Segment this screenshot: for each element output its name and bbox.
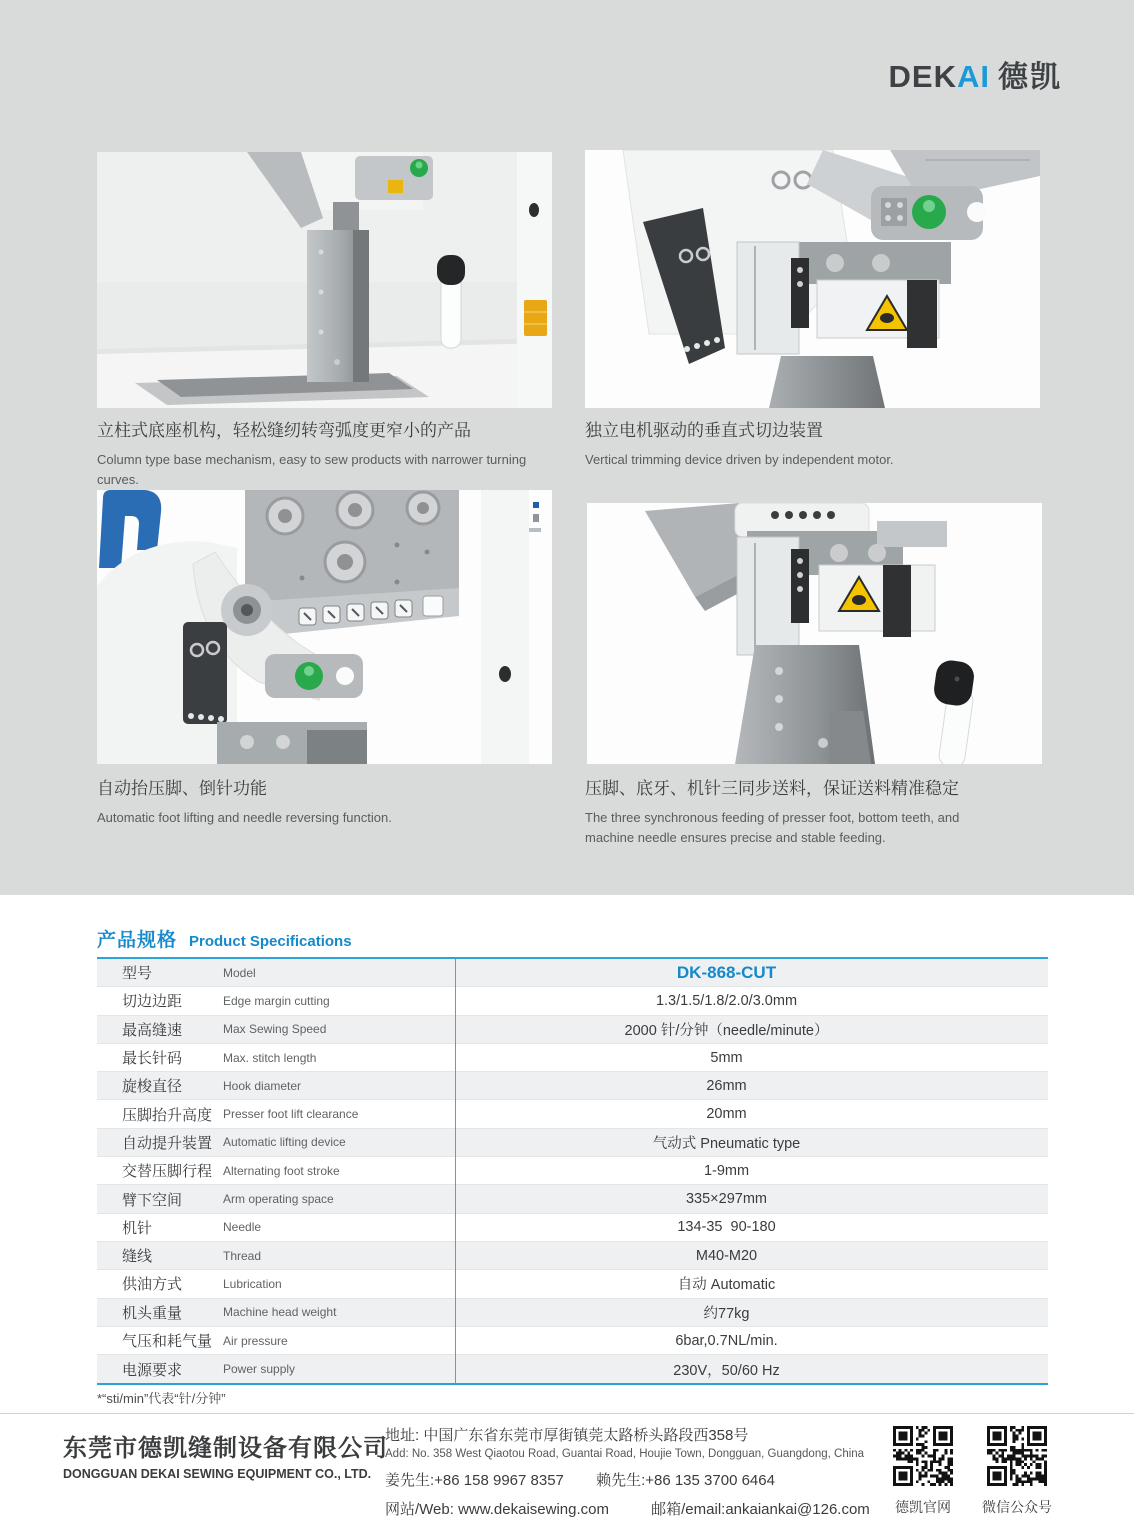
spec-row bbox=[97, 1242, 1048, 1270]
spec-label-cn: 最高缝速 bbox=[122, 1021, 183, 1039]
feature-title-en: Automatic foot lifting and needle reversing function. bbox=[97, 810, 392, 825]
feature-title-cn: 自动抬压脚、倒针功能 bbox=[97, 779, 267, 798]
spec-value: DK-868-CUT bbox=[676, 962, 777, 982]
brand-logo bbox=[889, 52, 1062, 96]
spec-label-en: Max. stitch length bbox=[223, 1050, 317, 1065]
spec-row bbox=[97, 1044, 1048, 1072]
spec-value: 1.3/1.5/1.8/2.0/3.0mm bbox=[655, 992, 798, 1009]
spec-value: 自动 Automatic bbox=[677, 1277, 776, 1294]
feature-title-cn: 立柱式底座机构，轻松缝纫转弯弧度更窄小的产品 bbox=[97, 421, 471, 440]
company-name-cn: 东莞市德凯缝制设备有限公司 bbox=[63, 1435, 388, 1462]
spec-label-cn: 电源要求 bbox=[122, 1361, 183, 1379]
spec-label-cn: 交替压脚行程 bbox=[122, 1163, 213, 1181]
spec-value: 20mm bbox=[706, 1106, 747, 1123]
spec-label-cn: 型号 bbox=[122, 965, 153, 983]
warning-sticker-icon bbox=[524, 300, 547, 336]
spec-value: 335×297mm bbox=[685, 1191, 767, 1208]
qr-wechat-icon bbox=[987, 1426, 1047, 1486]
spec-label-cn: 机针 bbox=[122, 1219, 153, 1237]
warning-label-icon bbox=[388, 180, 403, 193]
feature-title-cn: 独立电机驱动的垂直式切边装置 bbox=[585, 421, 823, 440]
spec-label-cn: 缝线 bbox=[122, 1248, 153, 1266]
spec-value: 26mm bbox=[706, 1077, 747, 1094]
spec-label-en: Alternating foot stroke bbox=[223, 1163, 340, 1178]
spec-row bbox=[97, 1270, 1048, 1298]
spec-row bbox=[97, 1214, 1048, 1242]
qr-website-icon bbox=[893, 1426, 953, 1486]
spec-row bbox=[97, 1100, 1048, 1128]
spec-row bbox=[97, 1129, 1048, 1157]
spec-label-cn: 切边边距 bbox=[122, 993, 183, 1011]
spec-row bbox=[97, 1157, 1048, 1185]
spec-row bbox=[97, 1072, 1048, 1100]
spec-label-en: Power supply bbox=[223, 1362, 296, 1377]
logo-text-dek: DEK bbox=[888, 59, 957, 94]
specs-table bbox=[97, 957, 1048, 1385]
spec-label-en: Max Sewing Speed bbox=[223, 1022, 327, 1037]
feature-caption-1 bbox=[97, 416, 567, 490]
spec-value: 230V，50/60 Hz bbox=[673, 1362, 780, 1379]
spec-label-cn: 自动提升装置 bbox=[122, 1134, 213, 1152]
spec-label-en: Model bbox=[223, 965, 256, 980]
feature-photo-synchronous-feeding bbox=[587, 503, 1042, 764]
spec-value: 1-9mm bbox=[703, 1162, 750, 1179]
spec-row bbox=[97, 1299, 1048, 1327]
spec-row bbox=[97, 1327, 1048, 1355]
spec-row bbox=[97, 987, 1048, 1015]
spec-value: 气动式 Pneumatic type bbox=[652, 1135, 801, 1152]
qr-website bbox=[882, 1426, 964, 1517]
qr-website-label: 德凯官网 bbox=[895, 1499, 951, 1515]
spec-row bbox=[97, 959, 1048, 987]
feature-title-en: Vertical trimming device driven by independent motor. bbox=[585, 452, 894, 467]
feature-title-cn: 压脚、底牙、机针三同步送料，保证送料精准稳定 bbox=[585, 779, 959, 798]
knee-switch-icon bbox=[441, 274, 461, 348]
spec-label-en: Edge margin cutting bbox=[223, 993, 330, 1008]
feature-photo-auto-foot-lift bbox=[97, 490, 552, 764]
specs-column-divider bbox=[455, 959, 456, 1383]
spec-label-en: Hook diameter bbox=[223, 1078, 302, 1093]
spec-value: 约77kg bbox=[703, 1305, 750, 1322]
web-email-line bbox=[385, 1498, 870, 1519]
phone-contact-2: 赖先生:+86 135 3700 6464 bbox=[596, 1472, 775, 1489]
spec-label-cn: 最长针码 bbox=[122, 1050, 183, 1068]
spec-value: 5mm bbox=[710, 1049, 743, 1066]
phone-line bbox=[385, 1469, 870, 1490]
specs-title-cn: 产品规格 bbox=[97, 930, 178, 951]
logo-text-cn: 德凯 bbox=[998, 61, 1062, 94]
feature-photo-column-base bbox=[97, 152, 552, 408]
email-link[interactable]: 邮箱/email:ankaiankai@126.com bbox=[651, 1501, 870, 1518]
spec-row bbox=[97, 1185, 1048, 1213]
spec-label-en: Needle bbox=[223, 1220, 262, 1235]
specs-title-en: Product Specifications bbox=[189, 933, 352, 950]
spec-label-en: Machine head weight bbox=[223, 1305, 337, 1320]
logo-text-ai: AI bbox=[957, 59, 990, 94]
specs-footnote: *“sti/min”代表“针/分钟” bbox=[97, 1391, 226, 1406]
spec-label-en: Thread bbox=[223, 1248, 262, 1263]
qr-wechat-label: 微信公众号 bbox=[982, 1499, 1052, 1515]
spec-value: 134-35 90-180 bbox=[677, 1219, 776, 1236]
phone-contact-1: 姜先生:+86 158 9967 8357 bbox=[385, 1472, 564, 1489]
feature-title-en: Column type base mechanism, easy to sew products with narrower turning curves. bbox=[97, 452, 527, 488]
website-link[interactable]: 网站/Web: www.dekaisewing.com bbox=[385, 1501, 609, 1518]
feature-caption-2 bbox=[585, 416, 1055, 470]
spec-label-cn: 臂下空间 bbox=[122, 1191, 183, 1209]
spec-label-en: Arm operating space bbox=[223, 1192, 334, 1207]
feature-title-en: The three synchronous feeding of presser foot, bottom teeth, and machine needle ensures precise and stable feeding. bbox=[585, 810, 960, 846]
spec-label-cn: 气压和耗气量 bbox=[122, 1333, 213, 1350]
footer-divider bbox=[0, 1413, 1134, 1414]
spec-label-en: Presser foot lift clearance bbox=[223, 1107, 359, 1122]
feature-photo-vertical-trimmer bbox=[585, 150, 1040, 408]
spec-value: 2000 针/分钟（needle/minute） bbox=[624, 1022, 829, 1039]
company-name-en: DONGGUAN DEKAI SEWING EQUIPMENT CO., LTD. bbox=[63, 1467, 372, 1481]
spec-label-cn: 机头重量 bbox=[122, 1304, 183, 1322]
spec-row bbox=[97, 1016, 1048, 1044]
address-en: Add: No. 358 West Qiaotou Road, Guantai Road, Houjie Town, Dongguan, Guangdong, China bbox=[385, 1448, 865, 1460]
contact-block bbox=[385, 1424, 870, 1519]
spec-value: 6bar,0.7NL/min. bbox=[675, 1332, 778, 1349]
spec-label-cn: 供油方式 bbox=[122, 1276, 183, 1294]
address-cn: 地址: 中国广东省东莞市厚街镇莞太路桥头路段西358号 bbox=[385, 1427, 749, 1444]
spec-label-en: Air pressure bbox=[223, 1333, 288, 1348]
qr-wechat bbox=[976, 1426, 1058, 1517]
spec-label-en: Automatic lifting device bbox=[223, 1135, 346, 1150]
specs-section-title bbox=[97, 925, 352, 952]
spec-row bbox=[97, 1355, 1048, 1383]
spec-label-cn: 旋梭直径 bbox=[122, 1078, 183, 1096]
feature-caption-3 bbox=[97, 774, 567, 828]
spec-value: M40-M20 bbox=[695, 1247, 758, 1264]
spec-label-en: Lubrication bbox=[223, 1276, 282, 1291]
company-block bbox=[63, 1428, 388, 1481]
feature-caption-4 bbox=[585, 774, 985, 848]
spec-label-cn: 压脚抬升高度 bbox=[122, 1106, 213, 1124]
